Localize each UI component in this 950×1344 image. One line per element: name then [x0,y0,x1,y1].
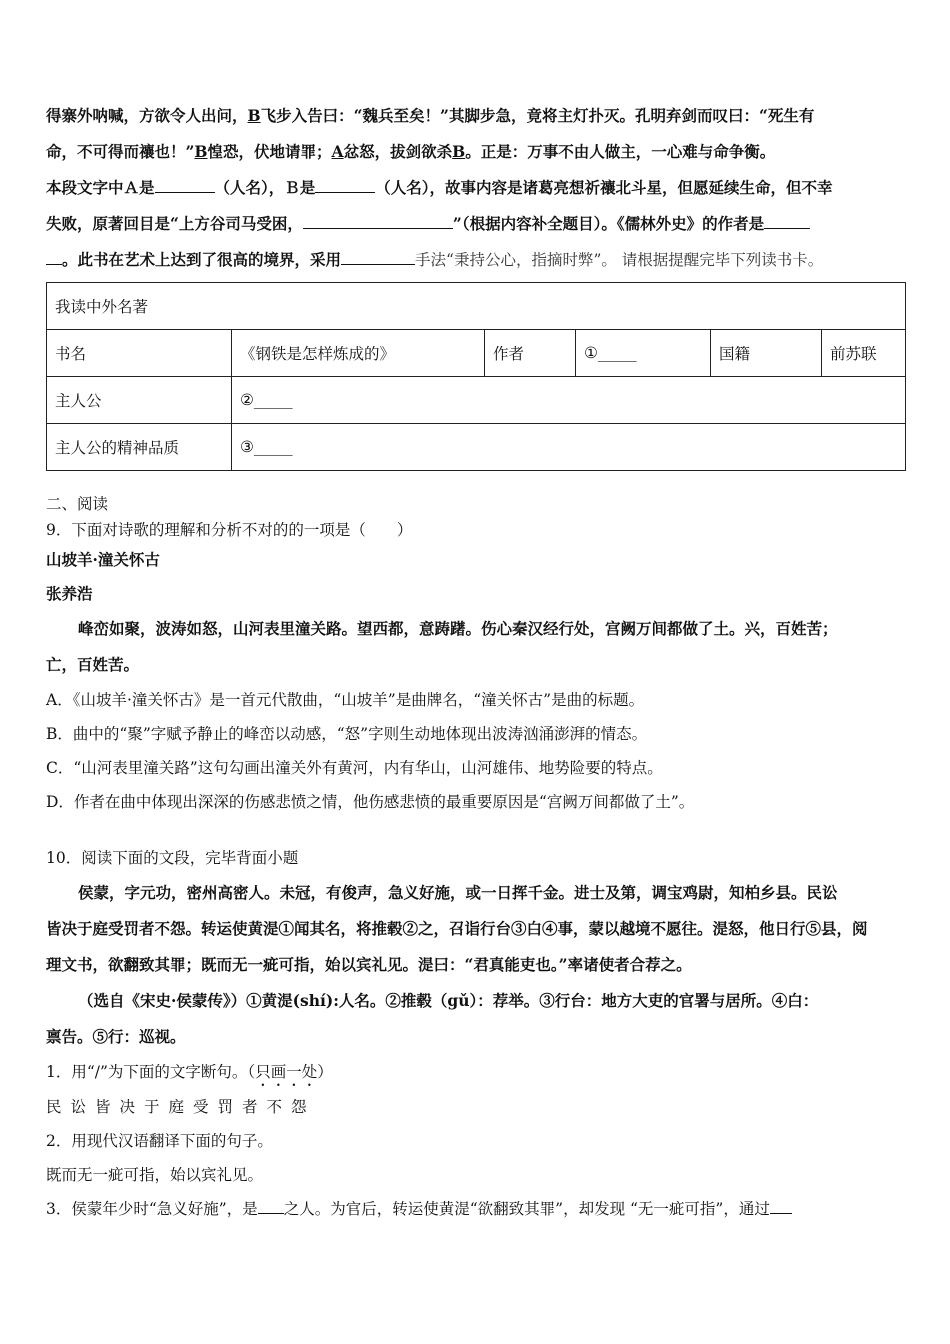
text-run: 飞步入告曰：“魏兵至矣！”其脚步急，竟将主灯扑灭。孔明弃剑而叹曰：“死生有 [260,106,815,125]
page [46,98,904,1226]
passage-line-4 [46,206,904,242]
spirit-label: 主人公的精神品质 [47,424,232,471]
book-value: 《钢铁是怎样炼成的》 [232,330,485,377]
q10-note-line-1: （选自《宋史·侯蒙传》）①黄湜(shí):人名。②推毂（gǔ）：荐举。③行台：地方大吏的官署与居所。④白： [78,991,819,1010]
nation-label: 国籍 [711,330,822,377]
placeholder-b: B [247,106,261,125]
answer-blank[interactable] [770,1198,792,1214]
poem-line-2: 亡，百姓苦。 [46,655,140,674]
answer-blank[interactable] [303,213,453,229]
text-run: ） [317,1063,333,1081]
text-run: 。正是：万事不由人做主，一心难与命争衡。 [465,142,776,161]
text-run: 命，不可得而禳也！” [46,142,195,161]
text-run: 失败，原著回目是“上方谷司马受困， [46,214,303,233]
passage-line-2 [46,134,904,170]
book-label: 书名 [47,330,232,377]
answer-blank[interactable] [764,213,810,229]
spirit-value[interactable]: ③_____ [232,424,906,471]
q10-passage-line-1: 侯蒙，字元功，密州高密人。未冠，有俊声，急义好施，或一日挥千金。进士及第，调宝鸡尉，知柏乡县。民讼 [78,883,838,902]
nation-value: 前苏联 [822,330,906,377]
author-value[interactable]: ①_____ [576,330,711,377]
placeholder-b: B [194,142,208,161]
section-title: 二、阅读 [46,495,109,513]
placeholder-a: A [331,142,344,161]
q10-note-line-2: 禀告。⑤行：巡视。 [46,1027,186,1046]
answer-blank[interactable] [46,249,62,265]
card-header: 我读中外名著 [47,283,906,330]
text-run: 手法“秉持公心，指摘时弊”。 请根据提醒完毕下列读书卡。 [415,251,824,269]
sub-question-2-text: 既而无一疵可指，始以宾礼见。 [46,1166,264,1184]
sub-question-3 [46,1192,904,1226]
option-a[interactable]: A．《山坡羊·潼关怀古》是一首元代散曲，“山坡羊”是曲牌名，“潼关怀古”是曲的标题。 [46,691,645,709]
q10-passage-line-3: 理文书，欲翻致其罪；既而无一疵可指，始以宾礼见。湜曰：“君真能吏也。”率诸使者合荐之。 [46,955,692,974]
emphasis-text: 只画一处 [255,1063,318,1081]
answer-blank[interactable] [258,1198,284,1214]
answer-blank[interactable] [155,177,215,193]
text-run: （人名），Ｂ是 [214,178,316,197]
reading-card-table [46,282,906,471]
passage-line-5 [46,242,904,278]
section-reading [46,491,904,1226]
text-run: 3．侯蒙年少时“急义好施”，是 [46,1200,258,1218]
option-c[interactable]: C．“山河表里潼关路”这句勾画出潼关外有黄河，内有华山，山河雄伟、地势险要的特点。 [46,759,663,777]
text-run: 惶恐，伏地请罪； [207,142,332,161]
placeholder-b: B [452,142,466,161]
option-b[interactable]: B．曲中的“聚”字赋予静止的峰峦以动感，“怒”字则生动地体现出波涛汹涌澎湃的情态。 [46,725,648,743]
passage-line-3 [46,170,904,206]
text-run: 忿怒，拔剑欲杀 [343,142,453,161]
text-run: 。此书在艺术上达到了很高的境界，采用 [62,250,342,269]
sub-question-1-text[interactable]: 民讼皆决于庭受罚者不怨 [46,1098,316,1116]
answer-blank[interactable] [341,249,415,265]
text-run: ”（根据内容补全题目）。《儒林外史》的作者是 [452,214,765,233]
poem-line-1: 峰峦如聚，波涛如怒，山河表里潼关路。望西都，意踌躇。伤心秦汉经行处，宫阙万间都做了土。兴，百姓苦； [78,619,838,638]
spacer [46,819,904,841]
q10-stem: 10．阅读下面的文段，完毕背面小题 [46,849,299,867]
text-run: 1．用“/”为下面的文字断句。（ [46,1063,256,1081]
poet-name: 张养浩 [46,584,93,603]
hero-label: 主人公 [47,377,232,424]
hero-value[interactable]: ②_____ [232,377,906,424]
text-run: 得寨外呐喊，方欲令人出问， [46,106,248,125]
sub-question-1 [46,1055,904,1090]
author-label: 作者 [485,330,576,377]
q10-passage-line-2: 皆决于庭受罚者不怨。转运使黄湜①闻其名，将推毂②之，召诣行台③白④事，蒙以越境不愿往。湜怒，他日行⑤县，阅 [46,919,868,938]
text-run: 本段文字中Ａ是 [46,178,155,197]
sub-question-2: 2．用现代汉语翻译下面的句子。 [46,1132,273,1150]
q9-stem: 9．下面对诗歌的理解和分析不对的的一项是（ ） [46,521,413,539]
text-run: （人名），故事内容是诸葛亮想祈禳北斗星，但愿延续生命，但不幸 [375,178,833,197]
answer-blank[interactable] [315,177,375,193]
poem-title: 山坡羊·潼关怀古 [46,550,160,569]
passage-line-1 [46,98,904,134]
text-run: 之人。为官后，转运使黄湜“欲翻致其罪”，却发现 “无一疵可指”，通过 [283,1200,770,1218]
option-d[interactable]: D．作者在曲中体现出深深的伤感悲愤之情，他伤感悲愤的最重要原因是“宫阙万间都做了土”。 [46,793,695,811]
